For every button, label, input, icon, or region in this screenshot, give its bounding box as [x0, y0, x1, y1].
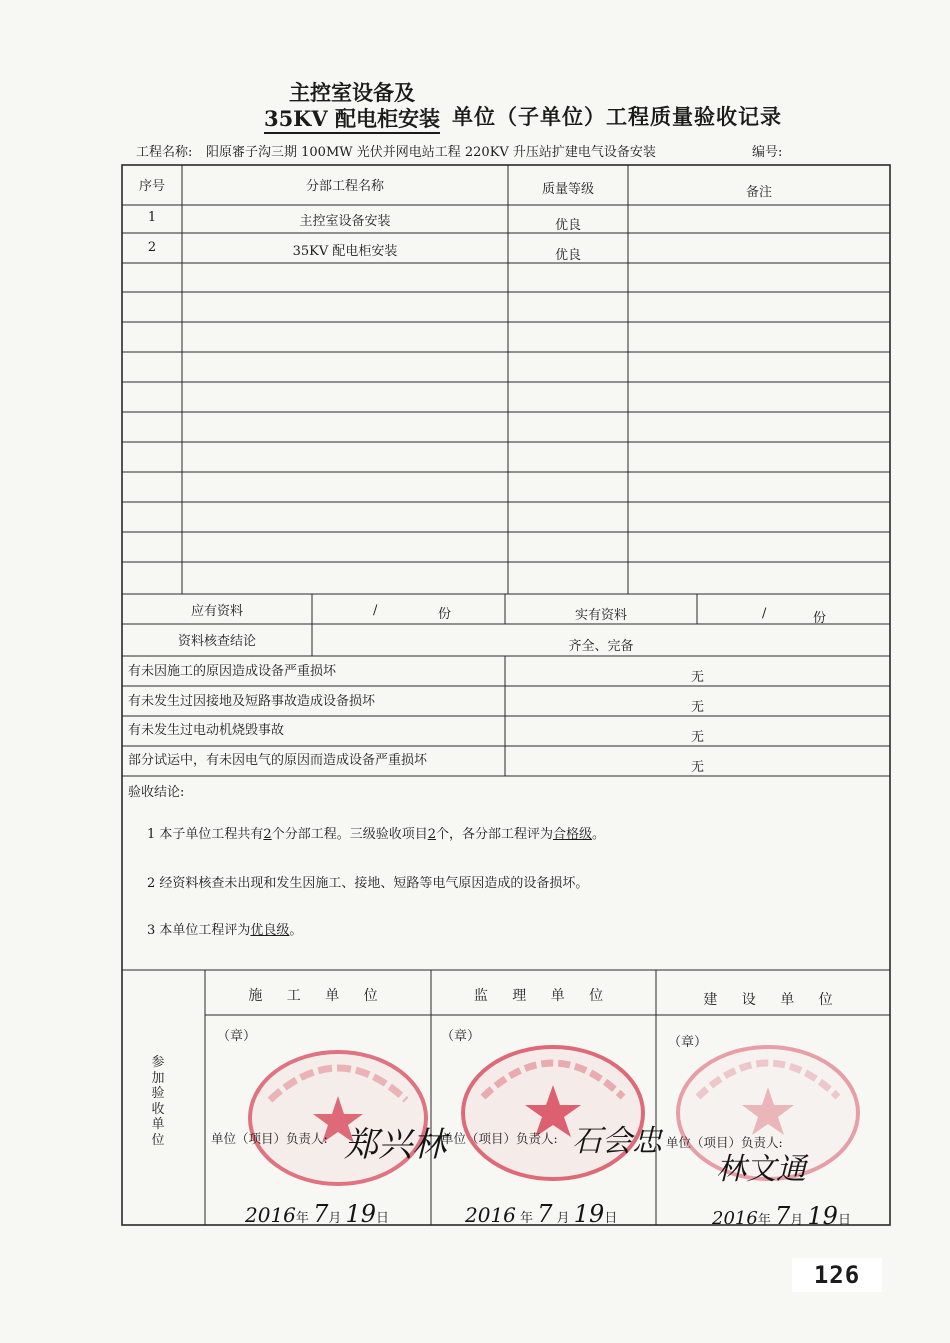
seal-supervision [455, 1035, 655, 1185]
table-row-2-no: 2 [147, 240, 157, 255]
answer-3: 无 [690, 730, 704, 745]
seal-label-3: （章） [668, 1035, 708, 1050]
title-left-line2: 35KV 配电柜安装 [264, 106, 440, 134]
party-supervision-name: 监 理 单 位 [473, 988, 614, 1004]
actual-docs-label: 实有资料 [574, 608, 627, 623]
page-number: 126 [792, 1258, 882, 1292]
title-left [262, 80, 442, 134]
responsible-label-3: 单位（项目）负责人: [666, 1135, 783, 1150]
table-row-2-name: 35KV 配电柜安装 [292, 244, 398, 259]
header-no: 序号 [138, 179, 165, 194]
question-4: 部分试运中，有未因电气的原因而造成设备严重损坏 [128, 753, 428, 768]
question-2: 有未发生过因接地及短路事故造成设备损坏 [128, 694, 376, 709]
table-row-1-name: 主控室设备安装 [299, 214, 391, 229]
table-row-1-grade: 优良 [554, 218, 581, 233]
responsible-label-2: 单位（项目）负责人: [441, 1131, 558, 1146]
answer-1: 无 [690, 670, 704, 685]
header-grade: 质量等级 [541, 182, 594, 197]
table-row-1-no: 1 [147, 210, 157, 225]
signature-3: 林文通 [716, 1152, 806, 1187]
party-owner-name: 建 设 单 位 [703, 992, 843, 1008]
answer-2: 无 [690, 700, 704, 715]
question-3: 有未发生过电动机烧毁事故 [128, 723, 285, 738]
date-2: 2016 年 7 月 19日 [465, 1200, 618, 1228]
actual-docs-slash: / [762, 606, 767, 621]
seal-label-1: （章） [217, 1029, 257, 1044]
number-label: 编号: [752, 145, 783, 160]
header-name: 分部工程名称 [305, 179, 384, 194]
seal-label-2: （章） [441, 1029, 481, 1044]
conclusion-p3: 3 本单位工程评为优良级。 [147, 923, 303, 938]
question-1: 有未因施工的原因造成设备严重损坏 [128, 664, 337, 679]
conclusion-p2: 2 经资料核查未出现和发生因施工、接地、短路等电气原因造成的设备损坏。 [147, 876, 589, 891]
answer-4: 无 [690, 760, 704, 775]
page-title: 单位（子单位）工程质量验收记录 [452, 104, 782, 129]
table-row-2-grade: 优良 [554, 248, 581, 263]
required-docs-unit: 份 [438, 607, 452, 622]
doc-check-label: 资料核查结论 [177, 634, 256, 649]
header-remarks: 备注 [745, 185, 772, 200]
conclusion-p1: 1 本子单位工程共有2个分部工程。三级验收项目2个，各分部工程评为合格级。 [147, 827, 606, 842]
signature-2: 石会忠 [572, 1124, 662, 1159]
doc-check-value: 齐全、完备 [568, 639, 634, 654]
required-docs-label: 应有资料 [190, 604, 243, 619]
signature-1: 郑兴林 [344, 1125, 446, 1165]
seal-construction [240, 1040, 440, 1190]
party-construction-name: 施 工 单 位 [248, 988, 388, 1004]
required-docs-slash: / [373, 603, 378, 618]
date-1: 2016年 7月 19日 [245, 1200, 390, 1228]
responsible-label-1: 单位（项目）负责人: [211, 1131, 328, 1146]
participating-units-label: 参加验收单位 [151, 1055, 165, 1148]
actual-docs-unit: 份 [813, 611, 827, 626]
project-name: 阳原審子沟三期 100MW 光伏并网电站工程 220KV 升压站扩建电气设备安装 [206, 145, 656, 160]
project-label: 工程名称: [136, 145, 193, 160]
conclusion-label: 验收结论: [128, 785, 185, 800]
title-left-line1: 主控室设备及 [289, 80, 415, 105]
date-3: 2016年 7月 19日 [712, 1202, 851, 1230]
